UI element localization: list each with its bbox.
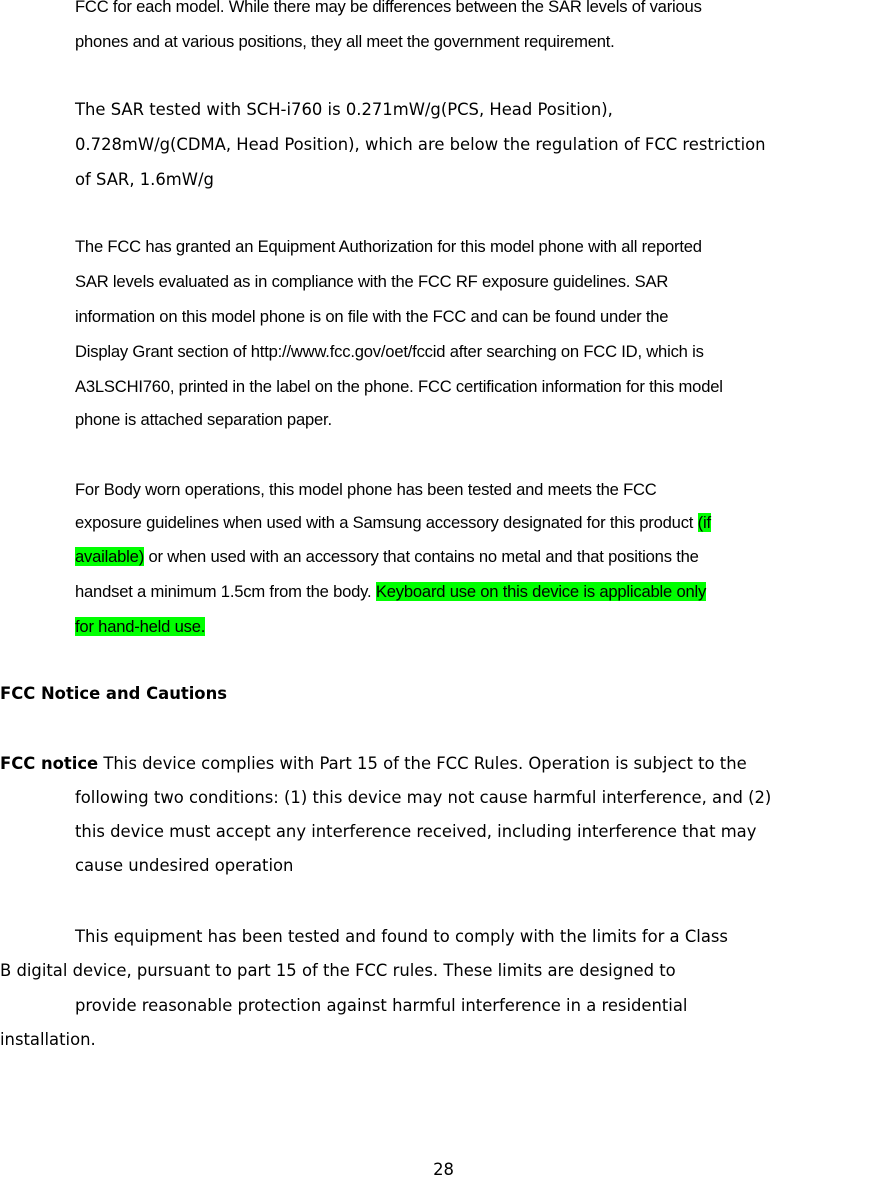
sar-intro-line-2: phones and at various positions, they all meet the government requirement.: [75, 32, 615, 51]
page-number: 28: [433, 1160, 454, 1179]
equipment-line-3: provide reasonable protection against harmful interference in a residential: [75, 996, 688, 1015]
body-worn-line-3: [75, 545, 699, 569]
body-worn-line-4-text: handset a minimum 1.5cm from the body.: [75, 582, 376, 601]
fcc-notice-label: FCC notice: [0, 754, 99, 773]
fcc-notice-line-1: [0, 752, 747, 776]
body-worn-line-2: [75, 511, 711, 535]
body-worn-line-5: [75, 615, 205, 639]
body-worn-line-3-text: or when used with an accessory that contains no metal and that positions the: [144, 547, 699, 566]
sar-tested-line-3: of SAR, 1.6mW/g: [75, 170, 214, 189]
body-worn-highlight-available: available): [75, 547, 145, 566]
authorization-line-6: phone is attached separation paper.: [75, 410, 332, 429]
authorization-line-4: Display Grant section of http://www.fcc.gov/oet/fccid after searching on FCC ID, which is: [75, 342, 704, 361]
fcc-notice-line-1-text: This device complies with Part 15 of the FCC Rules. Operation is subject to the: [98, 754, 747, 773]
fcc-notice-line-2: following two conditions: (1) this device may not cause harmful interference, and (2): [75, 788, 772, 807]
sar-tested-line-1: The SAR tested with SCH-i760 is 0.271mW/g(PCS, Head Position),: [75, 100, 613, 119]
body-worn-highlight-keyboard: Keyboard use on this device is applicable only: [375, 582, 707, 601]
authorization-line-5: A3LSCHI760, printed in the label on the phone. FCC certification information for this model: [75, 377, 723, 396]
authorization-line-1: The FCC has granted an Equipment Authorization for this model phone with all reported: [75, 237, 702, 256]
body-worn-line-1: For Body worn operations, this model phone has been tested and meets the FCC: [75, 480, 657, 499]
fcc-notice-line-3: this device must accept any interference received, including interference that may: [75, 822, 757, 841]
equipment-line-2: B digital device, pursuant to part 15 of the FCC rules. These limits are designed to: [0, 961, 676, 980]
body-worn-highlight-if: (if: [697, 513, 711, 532]
sar-tested-line-2: 0.728mW/g(CDMA, Head Position), which are below the regulation of FCC restriction: [75, 135, 766, 154]
body-worn-line-4: [75, 580, 706, 604]
equipment-line-4: installation.: [0, 1030, 96, 1049]
body-worn-highlight-hand-held: for hand-held use.: [75, 617, 206, 636]
body-worn-line-2-text: exposure guidelines when used with a Samsung accessory designated for this product: [75, 513, 698, 532]
notice-heading: FCC Notice and Cautions: [0, 684, 227, 703]
authorization-line-3: information on this model phone is on file with the FCC and can be found under the: [75, 307, 669, 326]
equipment-line-1: This equipment has been tested and found to comply with the limits for a Class: [75, 927, 728, 946]
authorization-line-2: SAR levels evaluated as in compliance with the FCC RF exposure guidelines. SAR: [75, 272, 669, 291]
fcc-notice-line-4: cause undesired operation: [75, 856, 294, 875]
sar-intro-line-1: FCC for each model. While there may be differences between the SAR levels of various: [75, 0, 702, 16]
